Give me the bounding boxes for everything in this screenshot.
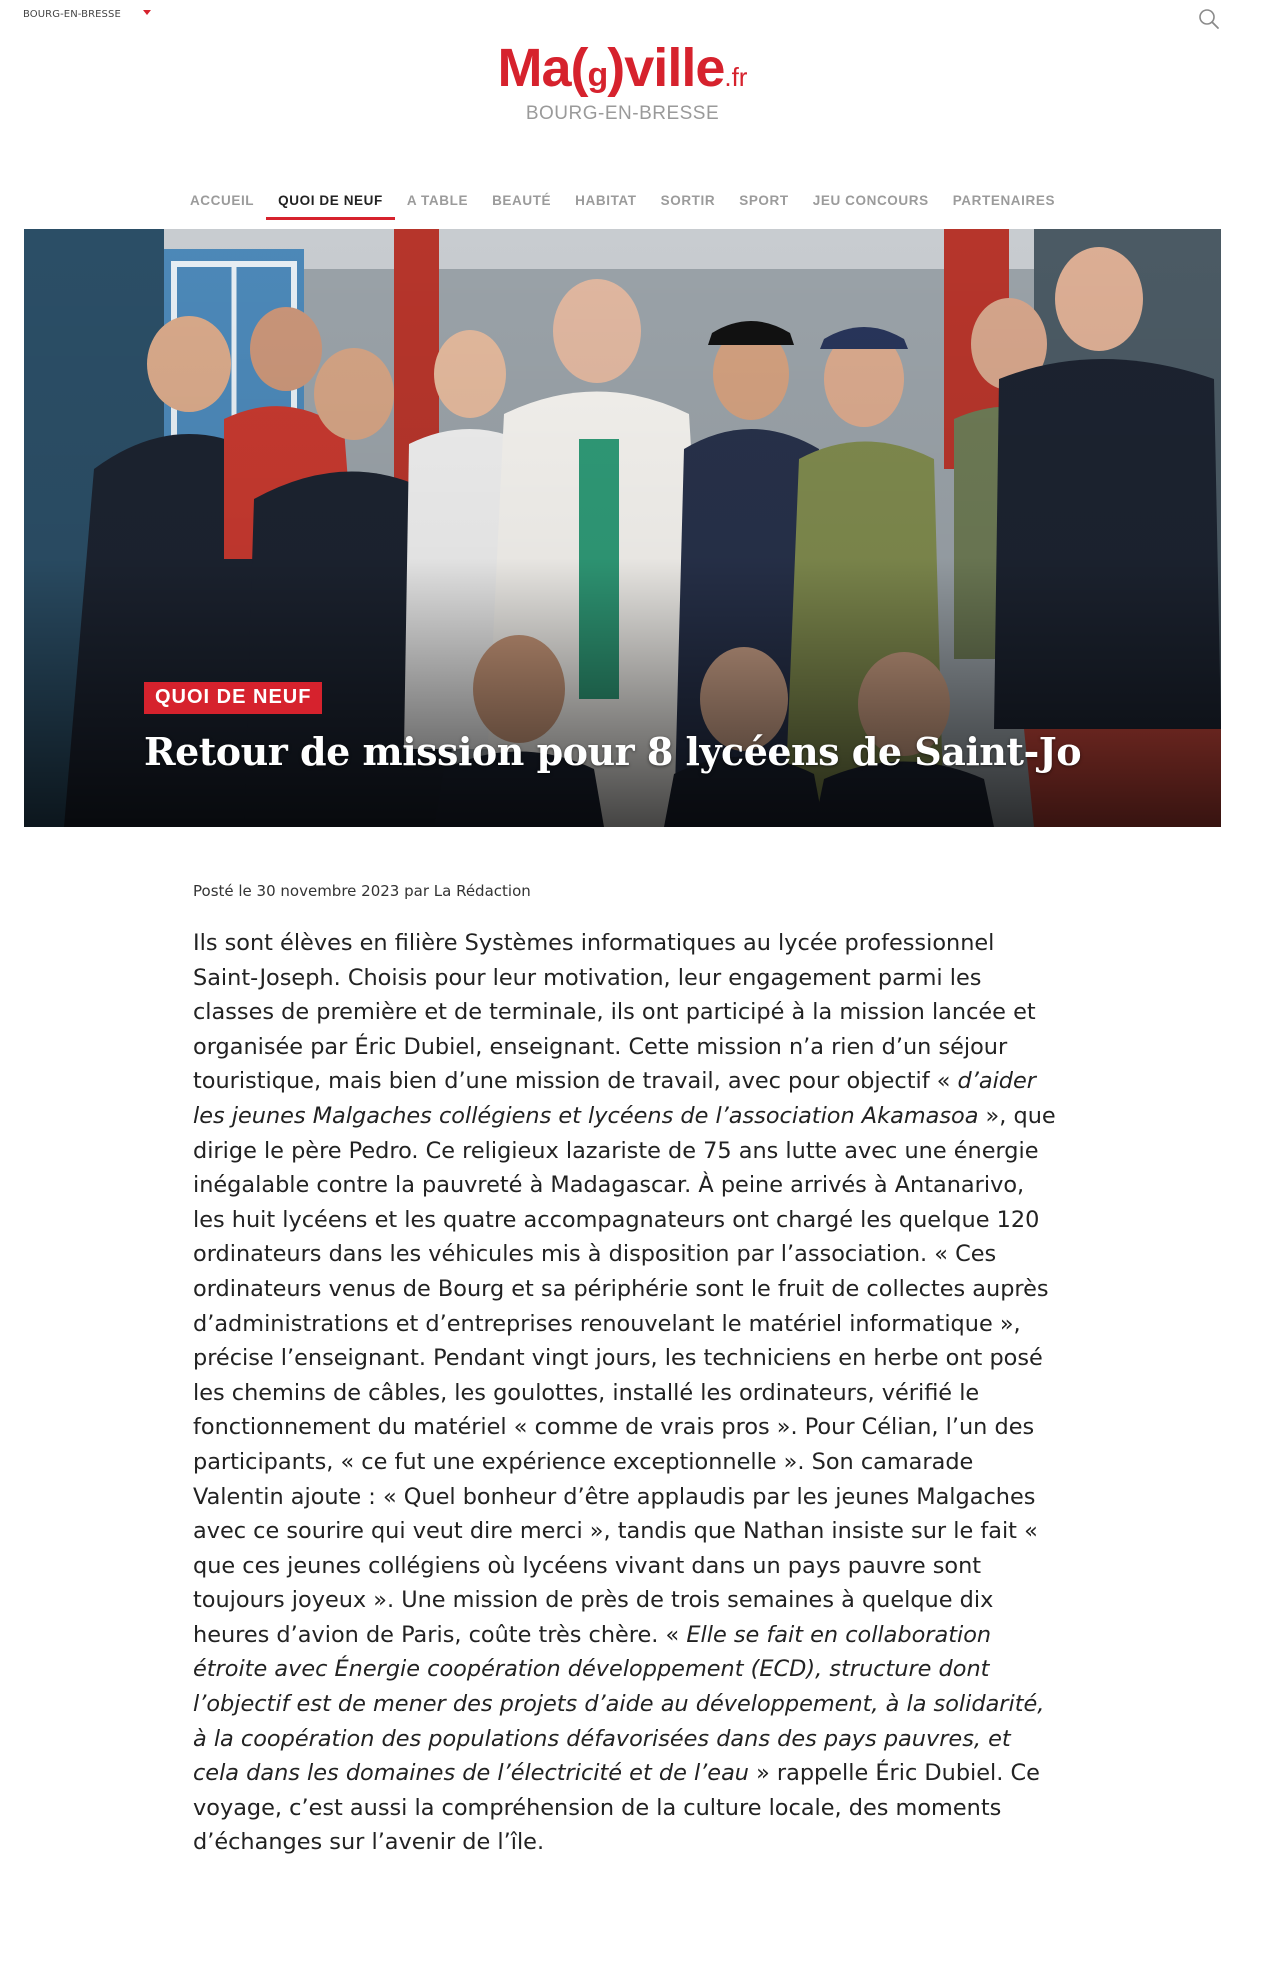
nav-item-beaute[interactable]: BEAUTÉ bbox=[492, 193, 552, 208]
logo-subtitle: BOURG-EN-BRESSE bbox=[525, 103, 720, 124]
main-nav bbox=[0, 190, 1245, 220]
nav-item-a-table[interactable]: A TABLE bbox=[406, 193, 469, 208]
body-text-3: » rappelle Éric Dubiel. Ce voyage, c’est aussi la compréhension de la culture locale, des moments d’échanges sur l’avenir de l’île. bbox=[193, 1760, 1040, 1856]
body-quote-1: d’aider les jeunes Malgaches collégiens et lycéens de l’association Akamasoa bbox=[193, 1068, 1036, 1129]
hero-banner[interactable] bbox=[24, 229, 1221, 827]
city-selector[interactable] bbox=[23, 9, 151, 20]
city-label: BOURG-EN-BRESSE bbox=[23, 9, 121, 20]
meta-prefix: Posté le bbox=[193, 882, 257, 900]
search-button[interactable] bbox=[1196, 6, 1222, 32]
nav-item-partenaires[interactable]: PARTENAIRES bbox=[952, 193, 1056, 208]
site-logo[interactable] bbox=[0, 38, 1245, 125]
search-icon bbox=[1196, 6, 1222, 32]
logo-wordmark: Ma(g)ville.fr bbox=[497, 38, 748, 98]
article-title: Retour de mission pour 8 lycéens de Saint-Jo bbox=[144, 729, 1082, 774]
nav-item-accueil[interactable]: ACCUEIL bbox=[189, 193, 255, 208]
body-text-2: », que dirige le père Pedro. Ce religieux lazariste de 75 ans lutte avec une énergie inégalable contre la pauvreté à Madagascar. À peine arrivés à Antanarivo, les huit lycéens et les quatre accompagnateurs ont chargé les quelque 120 ordinateurs dans les véhicules mis à disposition par l’association. « Ces ordinateurs venus de Bourg et sa périphérie sont le fruit de collectes auprès d’administrations et d’entreprises renouvelant le matériel informatique », précise l’enseignant. Pendant vingt jours, les techniciens en herbe ont posé les chemins de câbles, les goulottes, installé les ordinateurs, vérifié le fonctionnement du matériel « comme de vrais pros ». Pour Célian, l’un des participants, « ce fut une expérience exceptionnelle ». Son camarade Valentin ajoute : « Quel bonheur d’être applaudis par les jeunes Malgaches avec ce sourire qui veut dire merci », tandis que Nathan insiste sur le fait « que ces jeunes collégiens où lycéens vivant dans un pays pauvre sont toujours joyeux ». Une mission de près de trois semaines à quelque dix heures d’avion de Paris, coûte très chère. « bbox=[193, 1102, 1056, 1648]
author-link[interactable]: La Rédaction bbox=[433, 882, 531, 900]
meta-by: par bbox=[399, 882, 434, 900]
chevron-down-icon bbox=[143, 10, 151, 15]
category-badge[interactable]: QUOI DE NEUF bbox=[144, 682, 322, 714]
post-date: 30 novembre 2023 bbox=[256, 882, 400, 900]
article-body bbox=[193, 926, 1058, 1860]
nav-item-jeu-concours[interactable]: JEU CONCOURS bbox=[812, 193, 929, 208]
nav-item-quoi-de-neuf[interactable]: QUOI DE NEUF bbox=[266, 190, 395, 220]
nav-item-habitat[interactable]: HABITAT bbox=[575, 193, 637, 208]
nav-item-sport[interactable]: SPORT bbox=[739, 193, 789, 208]
article-meta bbox=[193, 882, 531, 900]
body-text-1: Ils sont élèves en filière Systèmes informatiques au lycée professionnel Saint-Joseph. Choisis pour leur motivation, leur engagement parmi les classes de première et de terminale, ils ont participé à la mission lancée et organisée par Éric Dubiel, enseignant. Cette mission n’a rien d’un séjour touristique, mais bien d’une mission de travail, avec pour objectif « bbox=[193, 930, 1036, 1095]
body-quote-2: Elle se fait en collaboration étroite avec Énergie coopération développement (ECD), structure dont l’objectif est de mener des projets d’aide au développement, à la solidarité, à la coopération des populations défavorisées dans des pays pauvres, et cela dans les domaines de l’électricité et de l’eau bbox=[193, 1621, 1045, 1787]
nav-item-sortir[interactable]: SORTIR bbox=[660, 193, 716, 208]
